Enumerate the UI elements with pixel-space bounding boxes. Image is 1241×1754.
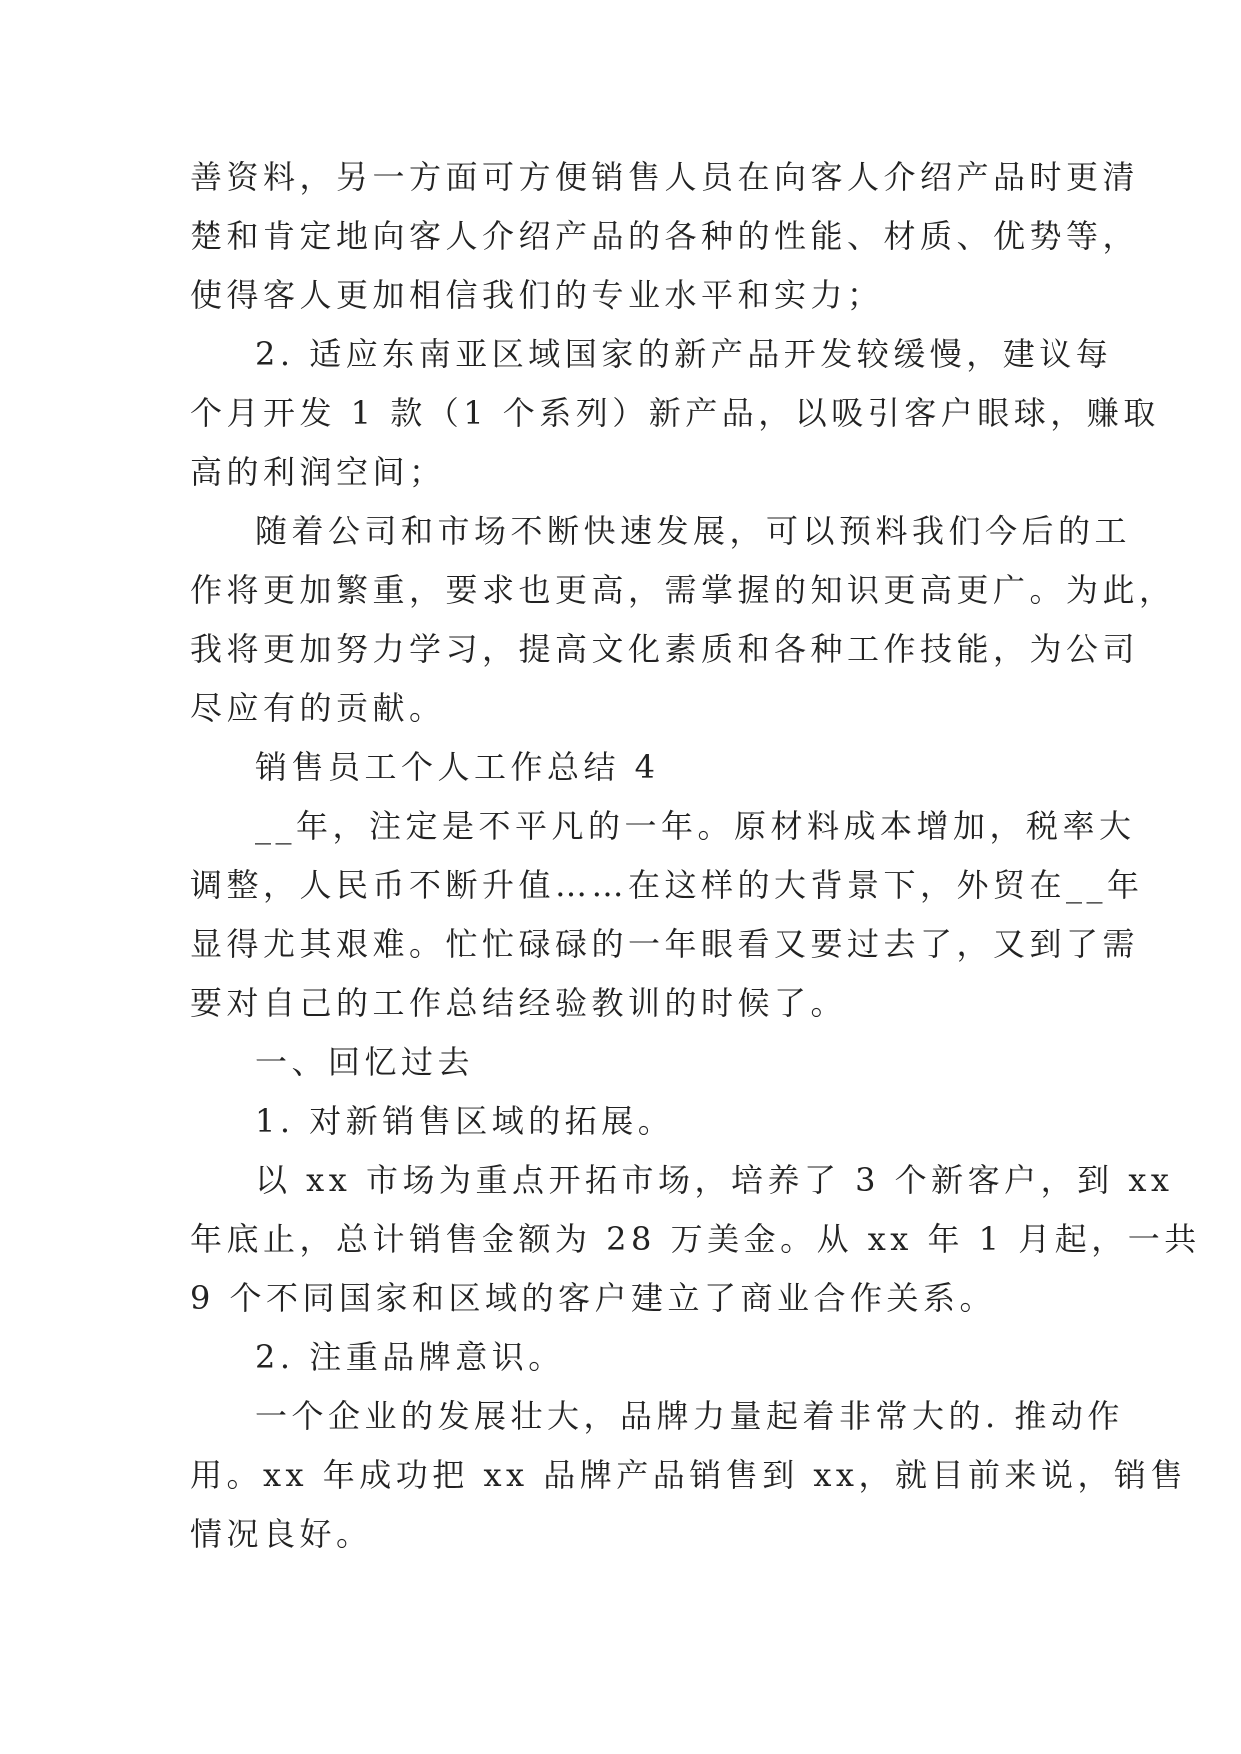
text-line: 9 个不同国家和区域的客户建立了商业合作关系。 (190, 1279, 997, 1317)
text-line: 作将更加繁重，要求也更高，需掌握的知识更高更广。为此， (190, 571, 1176, 609)
text-line: 调整，人民币不断升值……在这样的大背景下，外贸在__年 (190, 866, 1144, 904)
text-line: 2. 注重品牌意识。 (255, 1338, 565, 1376)
text-line: 尽应有的贡献。 (190, 689, 446, 727)
text-line: 楚和肯定地向客人介绍产品的各种的性能、材质、优势等， (190, 217, 1140, 255)
text-line: 一、回忆过去 (255, 1043, 475, 1081)
text-line: 一个企业的发展壮大，品牌力量起着非常大的. 推动作 (255, 1397, 1124, 1435)
text-line: 善资料，另一方面可方便销售人员在向客人介绍产品时更清 (190, 158, 1140, 196)
text-line: __年，注定是不平凡的一年。原材料成本增加，税率大 (255, 807, 1136, 845)
text-line: 我将更加努力学习，提高文化素质和各种工作技能，为公司 (190, 630, 1140, 668)
text-line: 情况良好。 (190, 1515, 373, 1553)
text-line: 随着公司和市场不断快速发展，可以预料我们今后的工 (255, 512, 1132, 550)
document-body (190, 148, 1201, 1564)
text-line: 要对自己的工作总结经验教训的时候了。 (190, 984, 848, 1022)
text-line: 用。xx 年成功把 xx 品牌产品销售到 xx，就目前来说，销售 (190, 1456, 1187, 1494)
text-line: 个月开发 1 款（1 个系列）新产品，以吸引客户眼球，赚取 (190, 394, 1160, 432)
text-line: 年底止，总计销售金额为 28 万美金。从 xx 年 1 月起，一共 (190, 1220, 1201, 1258)
text-line: 2. 适应东南亚区域国家的新产品开发较缓慢，建议每 (255, 335, 1113, 373)
text-line: 销售员工个人工作总结 4 (255, 748, 660, 786)
text-line: 高的利润空间； (190, 453, 446, 491)
text-line: 1. 对新销售区域的拓展。 (255, 1102, 675, 1140)
text-line: 以 xx 市场为重点开拓市场，培养了 3 个新客户，到 xx (255, 1161, 1174, 1199)
text-line: 使得客人更加相信我们的专业水平和实力； (190, 276, 884, 314)
text-line: 显得尤其艰难。忙忙碌碌的一年眼看又要过去了，又到了需 (190, 925, 1140, 963)
